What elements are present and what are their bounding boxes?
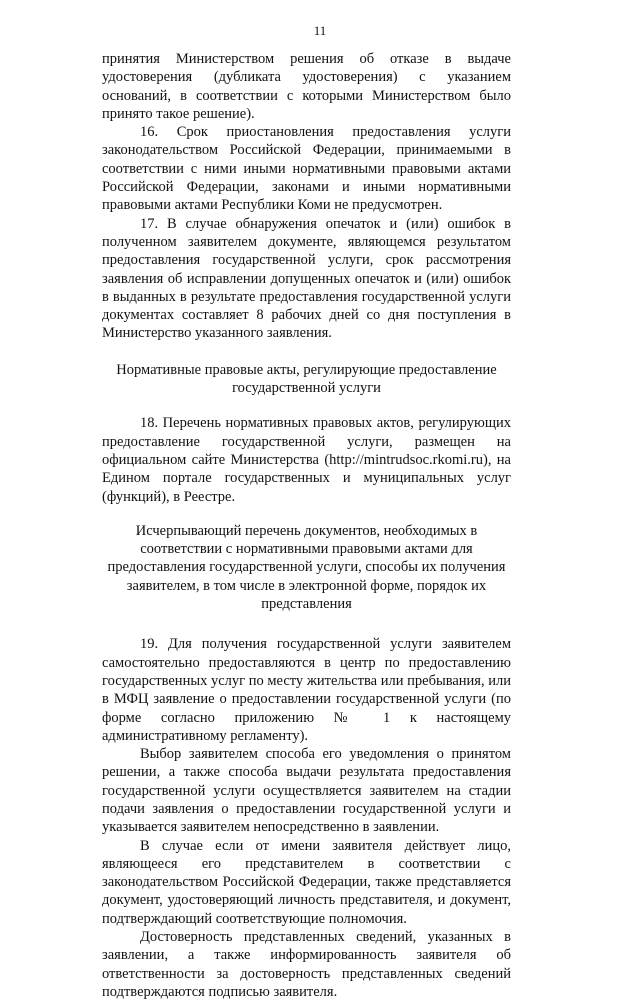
paragraph-continuation: принятия Министерством решения об отказе в выдаче удостоверения (дубликата удостоверения) с указанием оснований, в соответствии с которыми Министерством было принято такое решение). bbox=[102, 51, 511, 122]
page-number: 11 bbox=[313, 23, 327, 38]
paragraph-19-notification: Выбор заявителем способа его уведомления о принятом решении, а также способа выдачи результата предоставления государственной услуги осуществляется заявителем на стадии подачи заявления о предоставлении государственной услуги и указывается заявителем непосредственно в заявлении. bbox=[102, 746, 511, 836]
paragraph-17: 17. В случае обнаружения опечаток и (или) ошибок в полученном заявителем документе, являющемся результатом предоставления государственной услуги, срок рассмотрения заявления об исправлении допущенных опечаток и (или) ошибок в выданных в результате предоставления государственной услуги документах составляет 8 рабочих дней со дня поступления в Министерство указанного заявления. bbox=[102, 215, 511, 342]
paragraph-18: 18. Перечень нормативных правовых актов, регулирующих предоставление государственной услуги, размещен на официальном сайте Министерства (http://mintrudsoc.rkomi.ru), на Едином портале государственных и муниципальных услуг (функций), в Реестре. bbox=[102, 415, 511, 505]
section-heading-documents: Исчерпывающий перечень документов, необходимых в соответствии с нормативными правовыми актами для предоставления государственной услуги, способы их получения заявителем, в том числе в электронной форме, порядок их представления bbox=[107, 522, 506, 613]
document-body bbox=[102, 50, 511, 1001]
paragraph-19-representative: В случае если от имени заявителя действует лицо, являющееся его представителем в соответствии с законодательством Российской Федерации, также представляется документ, удостоверяющий личность представителя, и документ, подтверждающий соответствующие полномочия. bbox=[102, 837, 511, 927]
section-heading-legal-acts: Нормативные правовые акты, регулирующие предоставление государственной услуги bbox=[116, 361, 497, 397]
paragraph-19-reliability: Достоверность представленных сведений, указанных в заявлении, а также информированность заявителя об ответственности за достоверность представленных сведений подтверждаются подписью заявителя. bbox=[102, 929, 511, 1000]
paragraph-19: 19. Для получения государственной услуги заявителем самостоятельно предоставляются в центр по предоставлению государственных услуг по месту жительства или пребывания, или в МФЦ заявление о предоставлении государственной услуги (по форме согласно приложению № 1 к настоящему административному регламенту). bbox=[102, 636, 511, 744]
paragraph-16: 16. Срок приостановления предоставления услуги законодательством Российской Федерации, принимаемыми в соответствии с ними иными нормативными правовыми актами Российской Федерации, законами и иными нормативными правовыми актами Республики Коми не предусмотрен. bbox=[102, 124, 511, 214]
